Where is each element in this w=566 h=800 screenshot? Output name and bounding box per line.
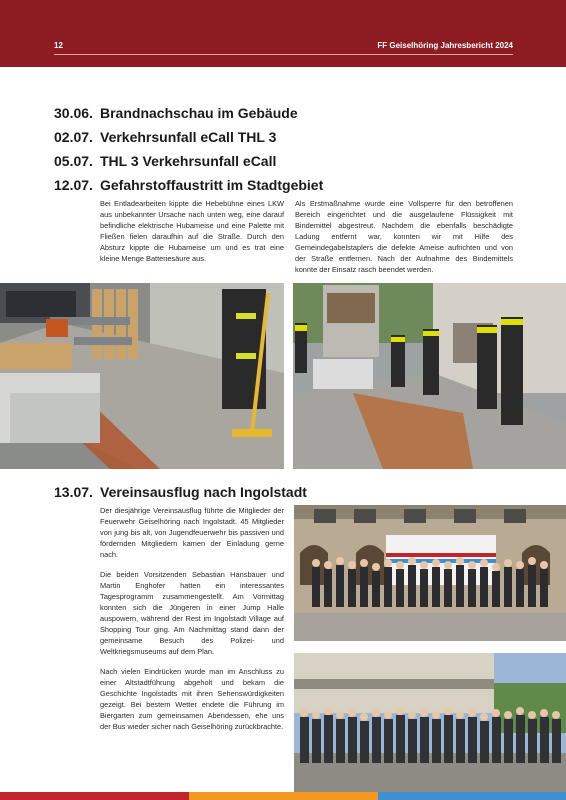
event-title: Brandnachschau im Gebäude <box>100 105 298 121</box>
event-date: 13.07. <box>54 484 93 500</box>
trip-text-1: Der diesjährige Vereinsausflug führte die Mitglieder der Feuerwehr Geiselhöring nach Ingolstadt. 45 Mitglieder von jung bis alt, von Jugendfeuerwehr bis passiven und fördernden Mitgliedern kamen der Einladung gerne nach. <box>100 506 284 559</box>
photo-group-evening <box>294 653 566 792</box>
event-date: 02.07. <box>54 129 93 145</box>
event-heading-2 <box>54 129 276 145</box>
event-heading-3 <box>54 153 276 169</box>
photo-hazmat-firefighters <box>293 283 566 469</box>
trip-heading <box>54 484 307 500</box>
footer-stripe-orange <box>189 792 378 800</box>
event-heading-4 <box>54 177 323 193</box>
event-title: THL 3 Verkehrsunfall eCall <box>100 153 277 169</box>
header-divider <box>54 54 513 55</box>
event-title: Vereinsausflug nach Ingolstadt <box>100 484 307 500</box>
event-title: Verkehrsunfall eCall THL 3 <box>100 129 277 145</box>
report-title: FF Geiselhöring Jahresbericht 2024 <box>377 41 513 50</box>
event-date: 12.07. <box>54 177 93 193</box>
photo-group-museum <box>294 505 566 641</box>
event-heading-1 <box>54 105 298 121</box>
photo-hazmat-forklift-svg <box>0 283 284 469</box>
hazmat-text-left: Bei Entladearbeiten kippte die Hebebühne eines LKW aus unbekannter Ursache nach unten weg, eine darauf befindliche elektrische Hubameise und eine Palette mit Fließen fielen daraufhin auf die Straße. Durch den Absturz kippte die Hubameise um und es trat eine kleine Menge Batteriesäure aus. <box>100 199 284 263</box>
page-number: 12 <box>54 41 63 50</box>
photo-group-evening-svg <box>294 653 566 792</box>
event-date: 05.07. <box>54 153 93 169</box>
page-header <box>0 0 566 67</box>
photo-group-museum-svg <box>294 505 566 641</box>
trip-text-2: Die beiden Vorsitzenden Sebastian Hansbauer und Martin Enghofer hatten ein interessantes Tagesprogramm zusammengestellt. Am Vormittag konnten sich die Jüngeren in einer Jump Halle auspowern, während der Rest im Ingolstadt Village auf Shopping Tour ging. Am Nachmittag stand dann der gemeinsame Besuch des Polizei- und Weltkriegsmuseums auf dem Plan. <box>100 570 284 656</box>
trip-text-3: Nach vielen Eindrücken wurde man im Anschluss zu einer Altstadtführung abgeholt und bekam die Geschichte Ingolstadts mit ihren Sehenswürdigkeiten gezeigt. Bei bestem Wetter endete die Führung im Biergarten zum gemeinsamen Abendessen, ehe uns der Bus wieder sicher nach Geiselhöring zurückbrachte. <box>100 667 284 731</box>
event-date: 30.06. <box>54 105 93 121</box>
photo-hazmat-firefighters-svg <box>293 283 566 469</box>
hazmat-text-right: Als Erstmaßnahme wurde eine Vollsperre für den betroffenen Bereich eingerichtet und die ausgelaufene Flüssigkeit mit Bindemittel abgestreut. Nachdem die ebenfalls beschädigte Ladung entfernt war, konnten wir mit Hilfe des Gemeindegabelstaplers die defekte Ameise aufrichten und von der Straße entfernen. Nach der Aufnahme des Bindemittels konnte der Einsatz rasch beendet werden. <box>295 199 513 274</box>
footer-stripe-red <box>0 792 189 800</box>
footer-stripe-blue <box>378 792 566 800</box>
photo-hazmat-forklift <box>0 283 284 469</box>
event-title: Gefahrstoffaustritt im Stadtgebiet <box>100 177 324 193</box>
